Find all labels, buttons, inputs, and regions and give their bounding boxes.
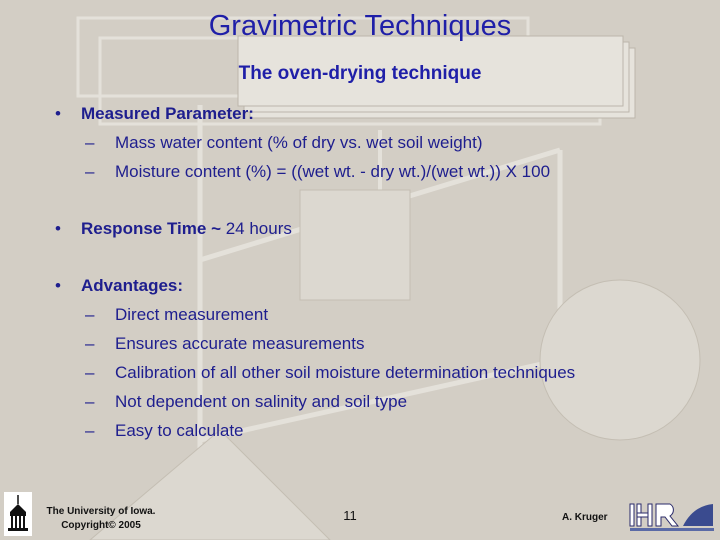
page-number: 11 <box>343 508 357 523</box>
slide-body <box>55 99 705 445</box>
footer-institution-line1: The University of Iowa. <box>46 506 156 517</box>
bullet-response-time <box>55 214 705 243</box>
dash-marker: – <box>85 162 95 181</box>
sub-bullet-text: Calibration of all other soil moisture determination techniques <box>115 363 576 382</box>
bullet-measured-parameter <box>55 99 705 128</box>
dash-marker: – <box>85 133 95 152</box>
bullet-advantages <box>55 271 705 300</box>
sub-bullet <box>55 416 705 445</box>
sub-bullet <box>55 329 705 358</box>
spacer <box>55 243 705 271</box>
ihr-logo <box>628 500 718 536</box>
bullet-rest: 24 hours <box>221 219 292 238</box>
bullet-heading: Response Time ~ <box>81 219 221 238</box>
dash-marker: – <box>85 334 95 353</box>
bullet-marker: • <box>55 276 61 295</box>
footer-institution <box>36 505 166 533</box>
bullet-heading: Advantages: <box>81 276 184 295</box>
sub-bullet-text: Moisture content (%) = ((wet wt. - dry wt.)/(wet wt.)) X 100 <box>115 162 551 181</box>
sub-bullet-text: Easy to calculate <box>115 421 244 440</box>
footer-copyright: Copyright© 2005 <box>61 520 141 531</box>
bullet-marker: • <box>55 219 61 238</box>
sub-bullet <box>55 157 705 186</box>
dash-marker: – <box>85 421 95 440</box>
dash-marker: – <box>85 305 95 324</box>
university-building-icon <box>4 492 32 536</box>
sub-bullet-text: Direct measurement <box>115 305 269 324</box>
dash-marker: – <box>85 392 95 411</box>
spacer <box>55 186 705 214</box>
slide-subtitle: The oven-drying technique <box>238 63 482 84</box>
sub-bullet <box>55 300 705 329</box>
sub-bullet <box>55 128 705 157</box>
sub-bullet <box>55 387 705 416</box>
sub-bullet-text: Ensures accurate measurements <box>115 334 365 353</box>
sub-bullet-text: Mass water content (% of dry vs. wet soil weight) <box>115 133 483 152</box>
slide-title: Gravimetric Techniques <box>208 10 512 42</box>
bullet-heading: Measured Parameter: <box>81 104 254 123</box>
bullet-marker: • <box>55 104 61 123</box>
dash-marker: – <box>85 363 95 382</box>
sub-bullet <box>55 358 705 387</box>
sub-bullet-text: Not dependent on salinity and soil type <box>115 392 408 411</box>
footer-author: A. Kruger <box>562 512 608 523</box>
